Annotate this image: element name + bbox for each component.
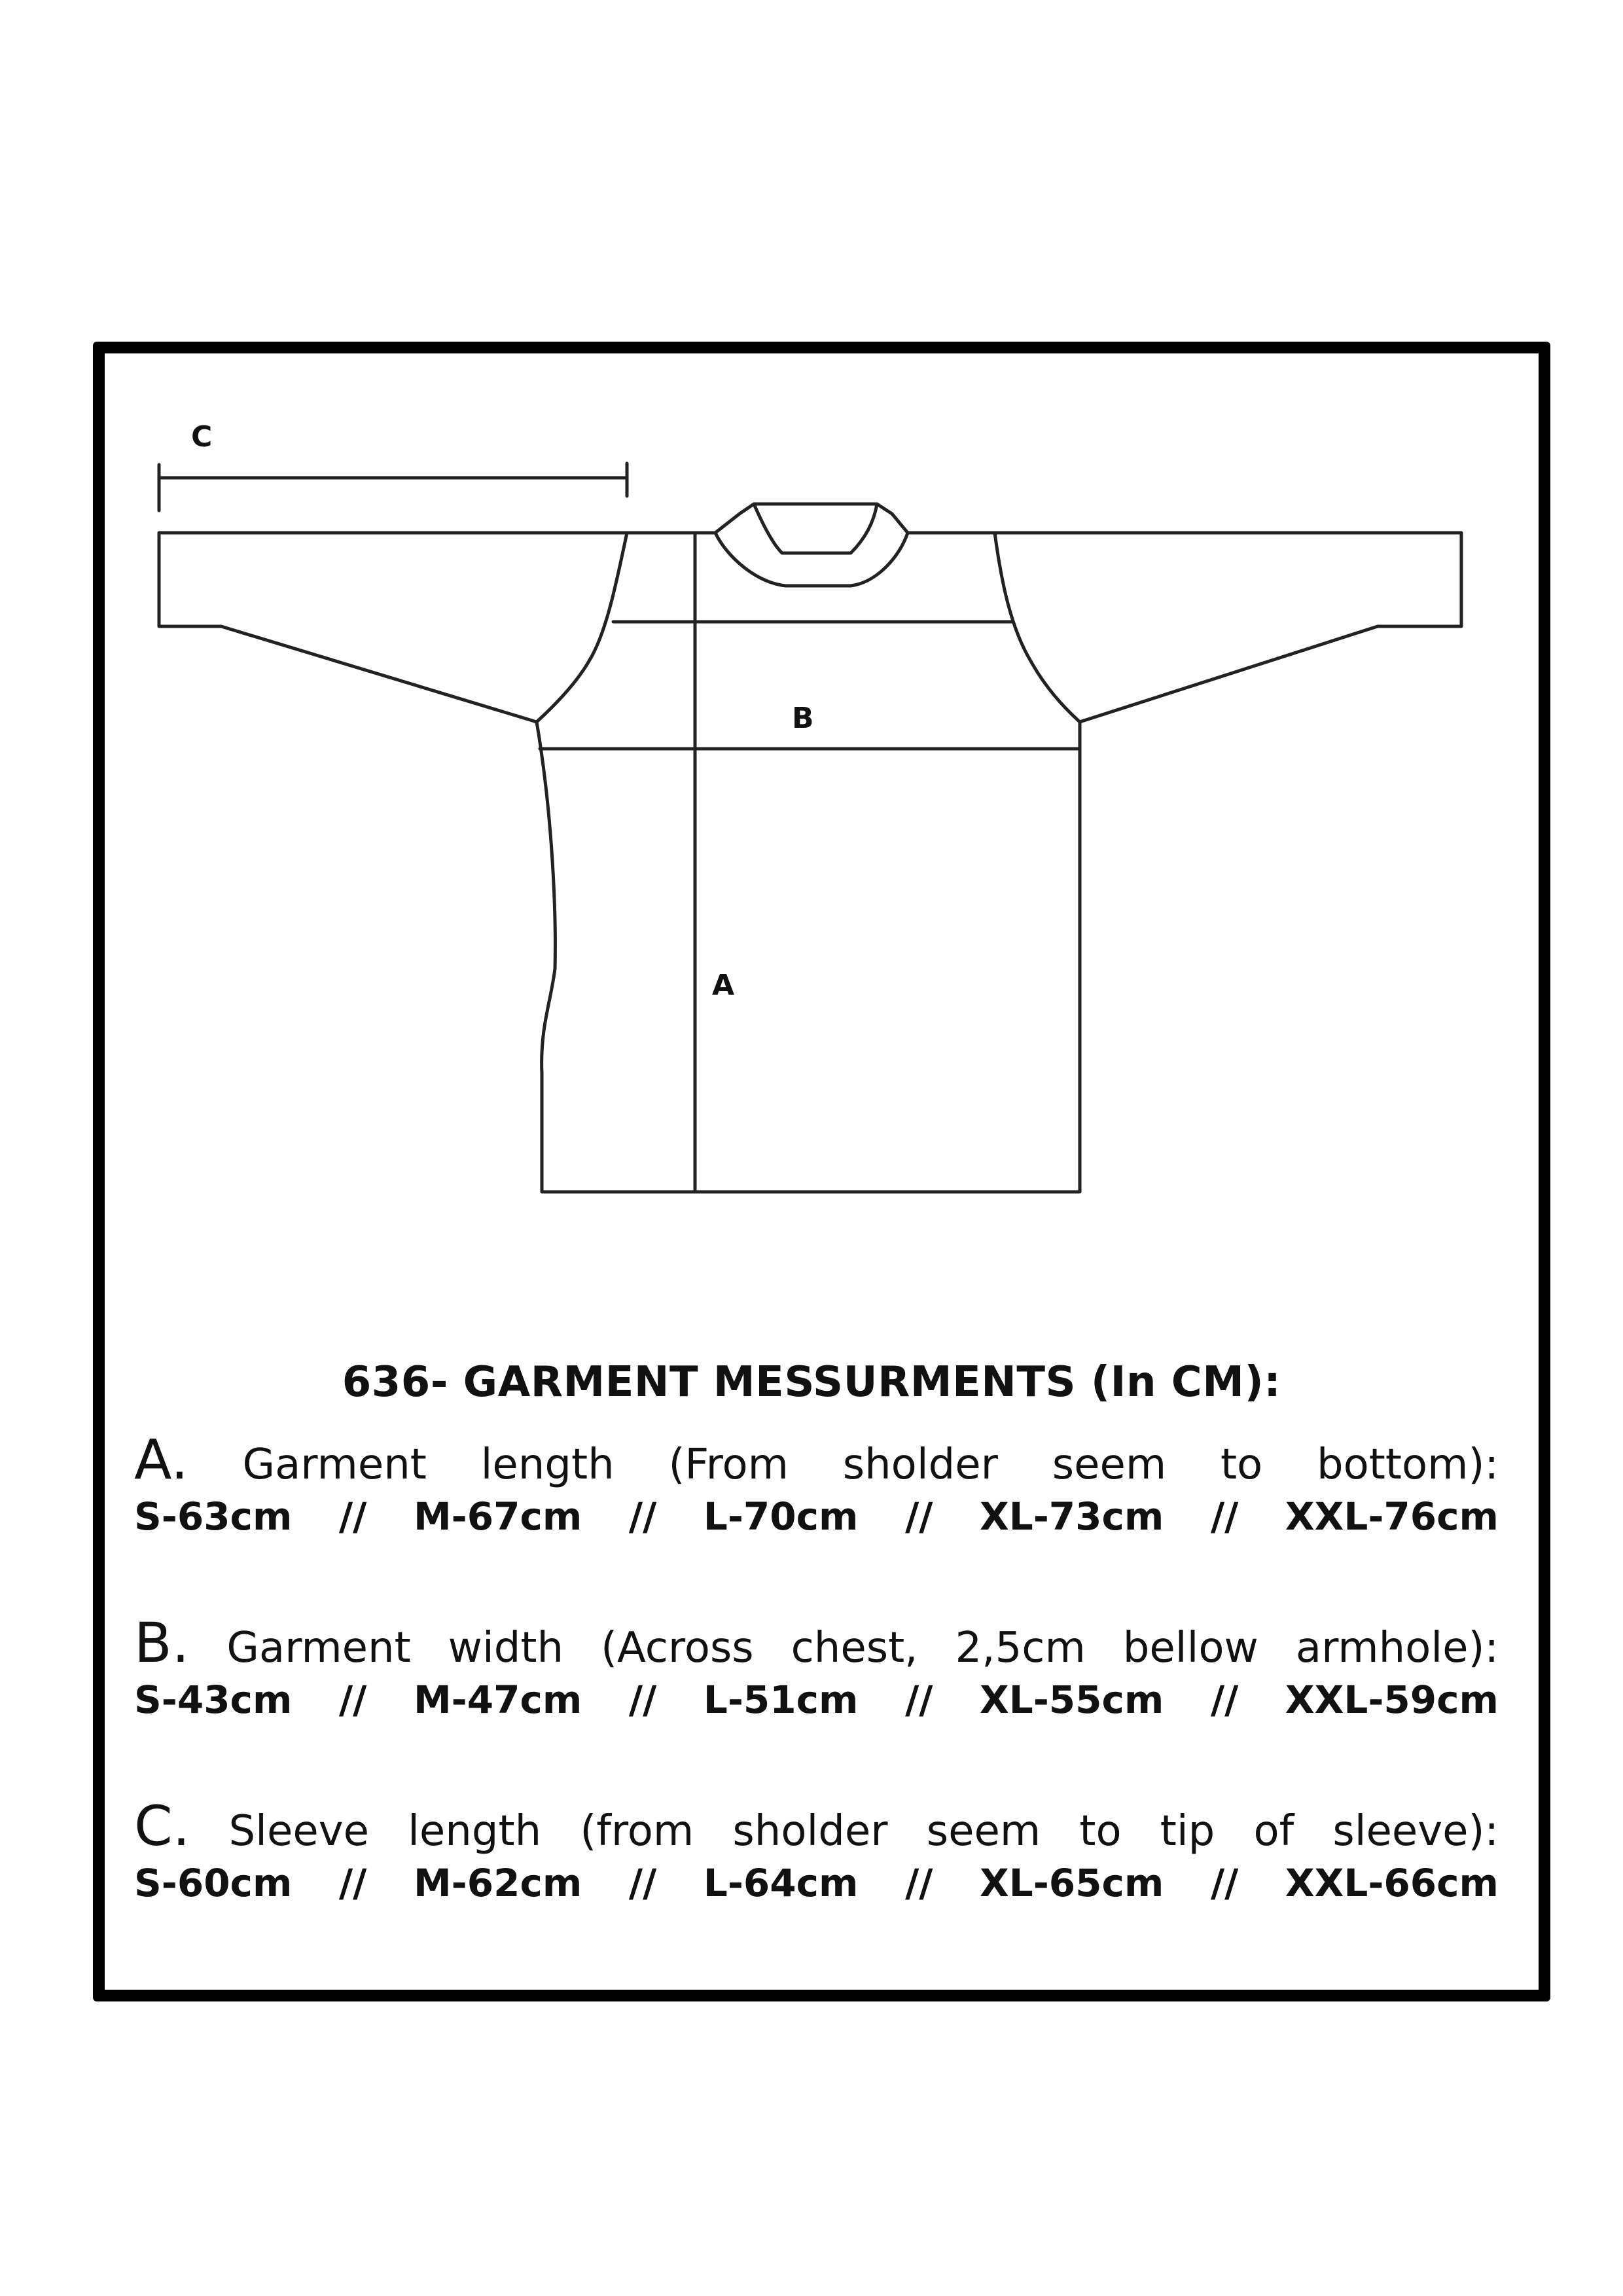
size-value: L-64cm (703, 1861, 859, 1905)
measurement-b (134, 1611, 1499, 1723)
measurement-c (134, 1794, 1499, 1906)
measurement-b-description (134, 1611, 1499, 1675)
separator: // (338, 1861, 367, 1905)
sleeve-length-indicator (159, 463, 627, 511)
size-value: XXL-59cm (1285, 1677, 1499, 1722)
label-a: A (712, 969, 735, 1002)
separator: // (905, 1677, 933, 1722)
measurement-a-description (134, 1427, 1499, 1492)
separator: // (905, 1494, 933, 1539)
label-c: C (191, 420, 213, 454)
separator: // (628, 1861, 657, 1905)
separator: // (628, 1677, 657, 1722)
measurement-a-letter: A. (134, 1427, 188, 1492)
measurement-a-text: Garment length (From sholder seem to bottom): (242, 1441, 1499, 1489)
measurement-c-description (134, 1794, 1499, 1858)
measurement-c-letter: C. (134, 1794, 190, 1858)
size-value: XL-65cm (980, 1861, 1164, 1905)
neckline-inner (754, 504, 877, 553)
size-value: S-60cm (134, 1861, 293, 1905)
size-value: M-62cm (413, 1861, 582, 1905)
measurements-title: 636- GARMENT MESSURMENTS (In CM): (342, 1358, 1281, 1407)
size-value: XXL-76cm (1285, 1494, 1499, 1539)
size-value: XXL-66cm (1285, 1861, 1499, 1905)
separator: // (338, 1494, 367, 1539)
measurement-a-sizes (134, 1494, 1499, 1539)
size-value: M-67cm (413, 1494, 582, 1539)
size-value: S-63cm (134, 1494, 293, 1539)
size-value: L-51cm (703, 1677, 859, 1722)
separator: // (1210, 1861, 1239, 1905)
neckline-outer (715, 504, 908, 586)
size-value: XL-73cm (980, 1494, 1164, 1539)
separator: // (338, 1677, 367, 1722)
left-armhole-seam (537, 533, 627, 722)
right-armhole-seam (995, 533, 1080, 722)
separator: // (628, 1494, 657, 1539)
size-value: M-47cm (413, 1677, 582, 1722)
measurement-b-letter: B. (134, 1611, 190, 1675)
separator: // (1210, 1677, 1239, 1722)
size-value: L-70cm (703, 1494, 859, 1539)
size-value: XL-55cm (980, 1677, 1164, 1722)
separator: // (1210, 1494, 1239, 1539)
measurement-c-text: Sleeve length (from sholder seem to tip of sleeve): (228, 1807, 1499, 1856)
garment-outline (159, 533, 1461, 1192)
size-value: S-43cm (134, 1677, 293, 1722)
measurement-c-sizes (134, 1860, 1499, 1906)
measurement-b-sizes (134, 1677, 1499, 1723)
label-b: B (792, 702, 814, 735)
measurement-b-text: Garment width (Across chest, 2,5cm bellow armhole): (226, 1624, 1499, 1672)
measurement-a (134, 1427, 1499, 1539)
separator: // (905, 1861, 933, 1905)
